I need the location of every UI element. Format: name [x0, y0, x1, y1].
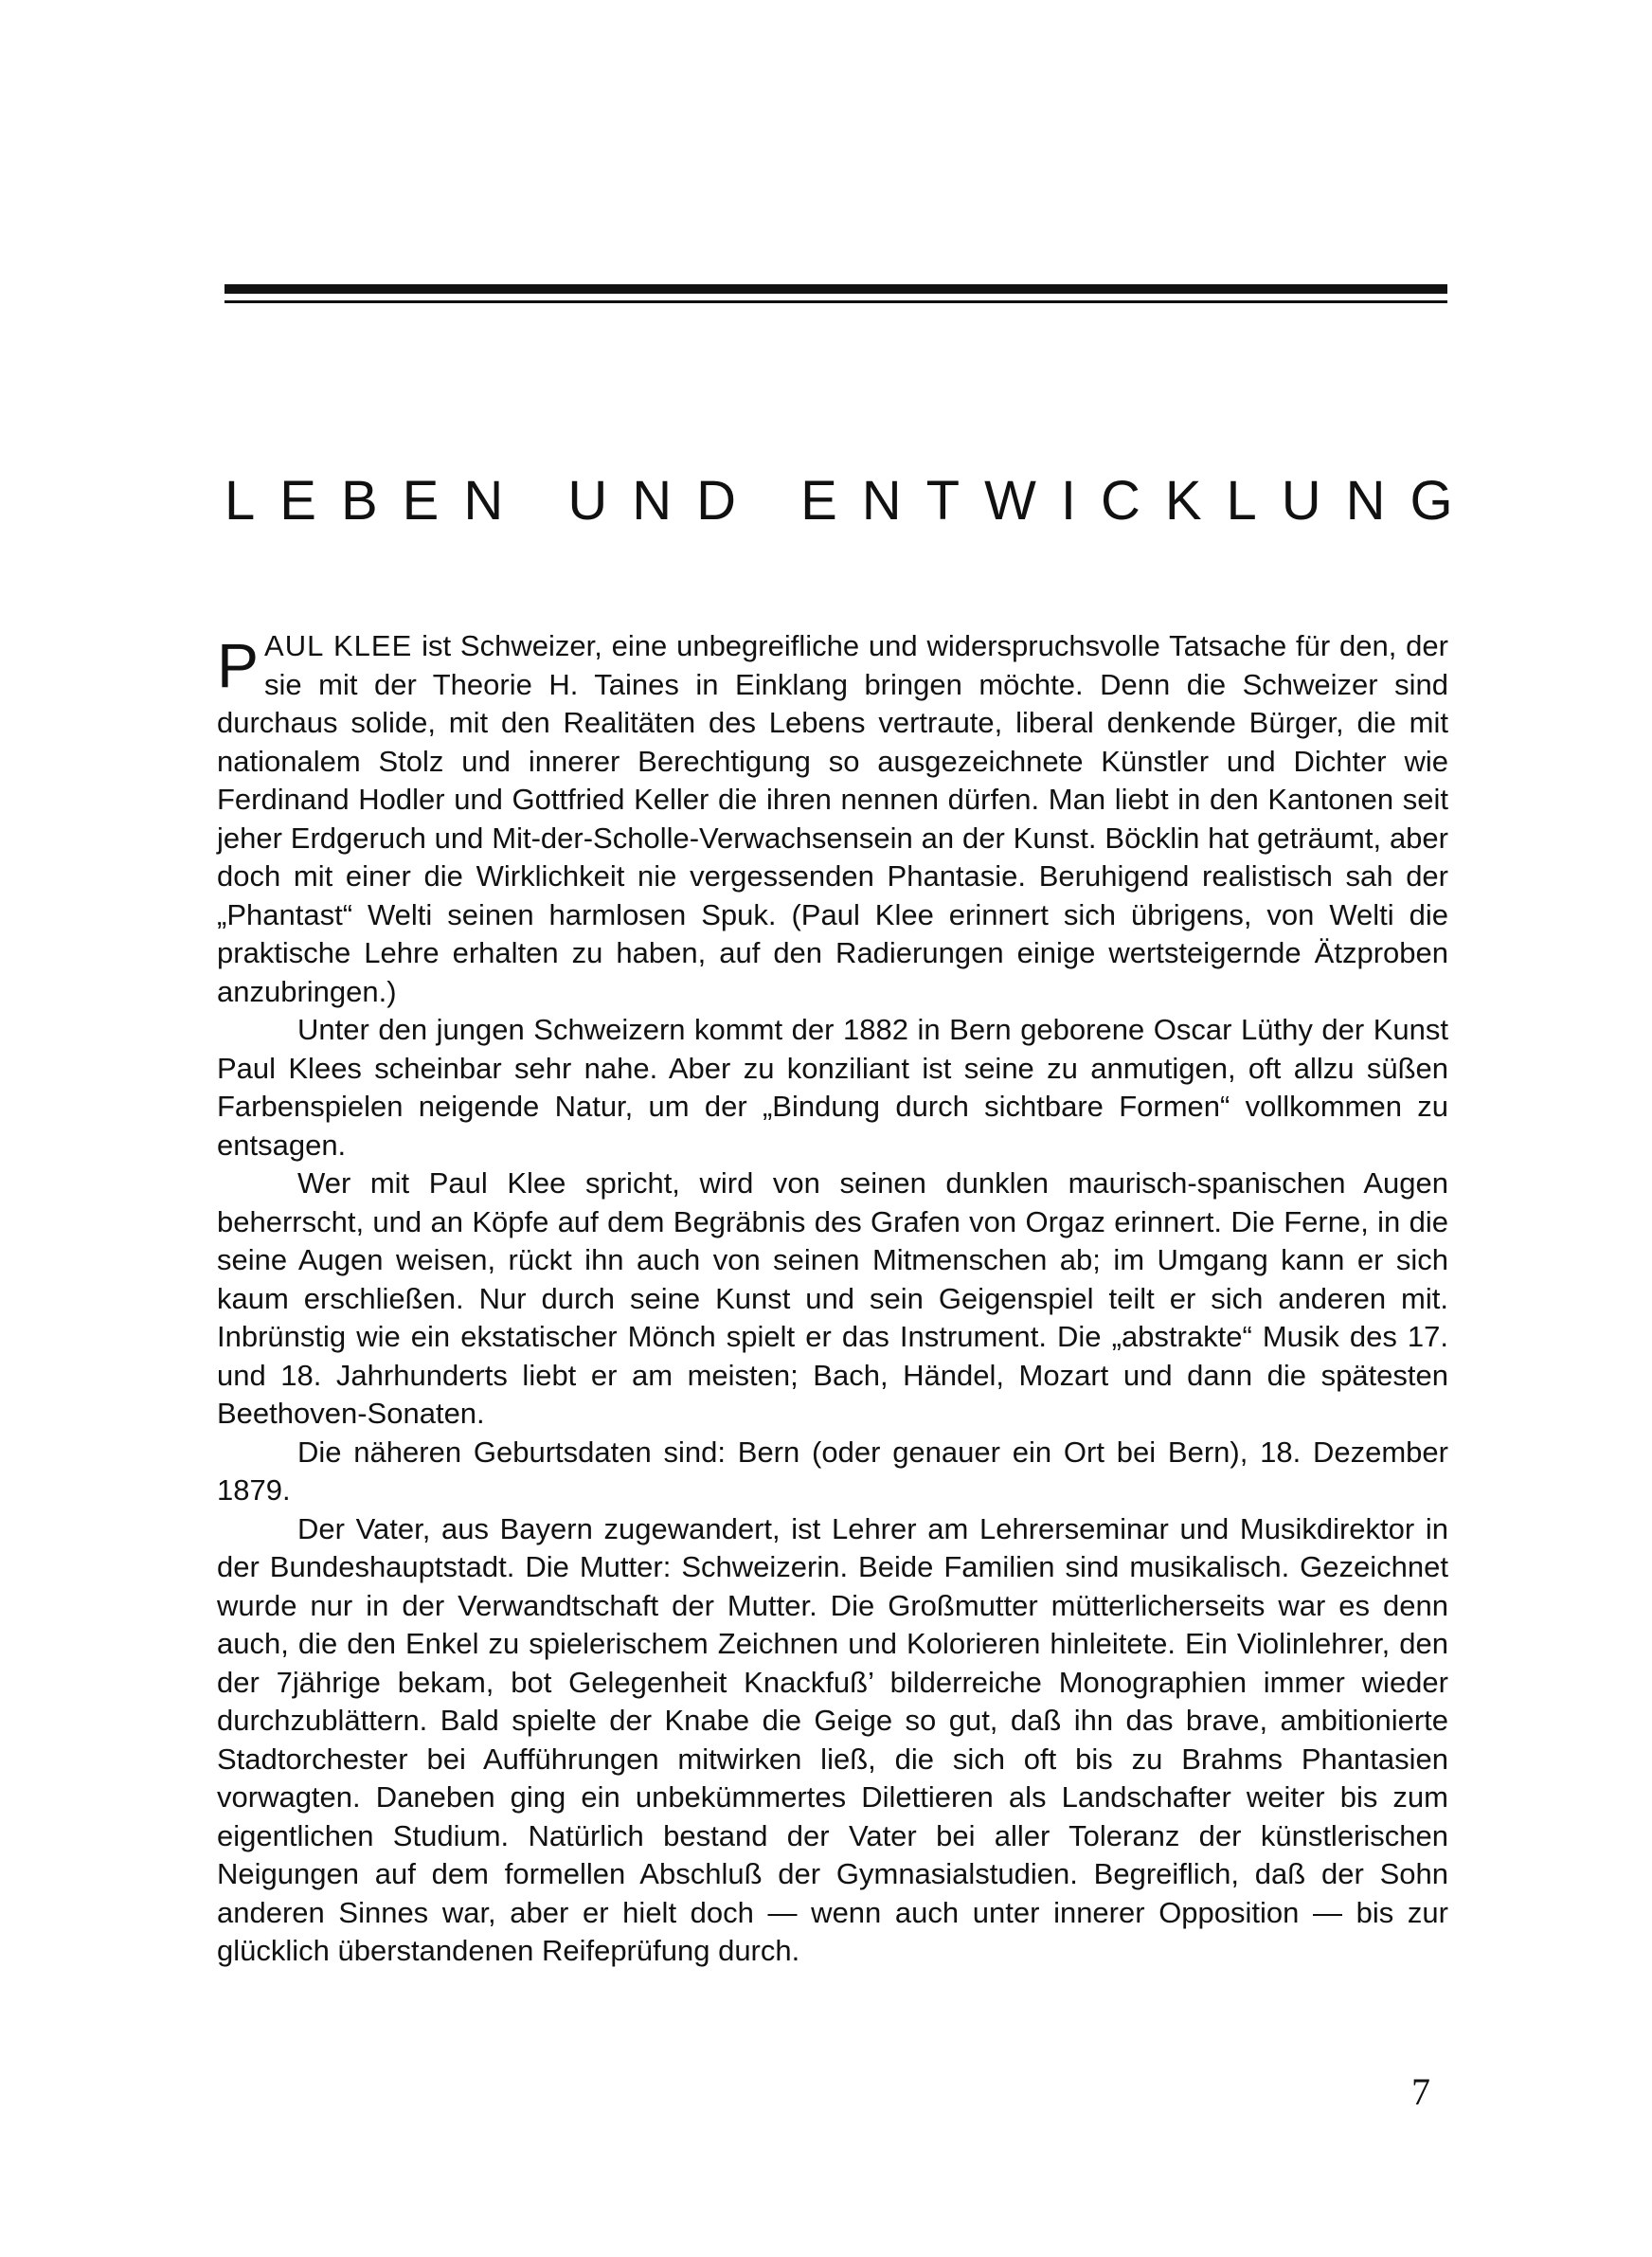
- paragraph-2: Unter den jungen Schweizern kommt der 1882 in Bern geborene Oscar Lüthy der Kunst Paul Klees scheinbar sehr nahe. Aber zu konziliant ist seine zu anmutigen, oft allzu süßen Farbenspielen neigende Natur, um der „Bindung durch sichtbare Formen“ vollkommen zu entsagen.: [217, 1013, 1448, 1162]
- chapter-title: LEBEN UND ENTWICKLUNG: [224, 470, 1478, 532]
- paragraph-5: Der Vater, aus Bayern zugewandert, ist Lehrer am Lehrerseminar und Musikdirektor in der Bundeshauptstadt. Die Mutter: Schweizerin. Beide Familien sind musikalisch. Gezeichnet wurde nur in der Verwandtschaft der Mutter. Die Großmutter mütterlicherseits war es denn auch, die den Enkel zu spielerischem Zeichnen und Kolorieren hinleitete. Ein Violinlehrer, den der 7jährige bekam, bot Gelegenheit Knackfuß’ bilderreiche Monographien immer wieder durchzublättern. Bald spielte der Knabe die Geige so gut, daß ihn das brave, ambitionierte Stadtorchester bei Aufführungen mitwirken ließ, die sich oft bis zu Brahms Phantasien vorwagten. Daneben ging ein unbekümmertes Dilettieren als Landschafter weiter bis zum eigentlichen Studium. Natürlich bestand der Vater bei aller Toleranz der künstlerischen Neigungen auf dem formellen Abschluß der Gymnasialstudien. Begreiflich, daß der Sohn anderen Sinnes war, aber er hielt doch — wenn auch unter innerer Opposition — bis zur glücklich überstandenen Reifeprüfung durch.: [217, 1511, 1448, 1967]
- header-rule-thin: [224, 300, 1447, 303]
- body-text: [217, 627, 1448, 1971]
- page-number: 7: [1411, 2070, 1430, 2113]
- paragraph-4: Die näheren Geburtsdaten sind: Bern (oder genauer ein Ort bei Bern), 18. Dezember 1879.: [217, 1435, 1448, 1507]
- header-rule-thick: [224, 284, 1447, 294]
- drop-cap: P: [217, 630, 260, 700]
- paragraph-1-text: ist Schweizer, eine unbegreifliche und widerspruchsvolle Tatsache für den, der sie mit der Theorie H. Taines in Einklang bringen möchte. Denn die Schweizer sind durchaus solide, mit den Realitäten des Lebens vertraute, liberal denkende Bürger, die mit nationalem Stolz und innerer Berechtigung so ausgezeichnete Künstler und Dichter wie Ferdinand Hodler und Gottfried Keller die ihren nennen dürfen. Man liebt in den Kantonen seit jeher Erdgeruch und Mit-der-Scholle-Verwachsensein an der Kunst. Böcklin hat geträumt, aber doch mit einer die Wirklichkeit nie vergessenden Phantasie. Beruhigend realistisch sah der „Phantast“ Welti seinen harmlosen Spuk. (Paul Klee erinnert sich übrigens, von Welti die praktische Lehre erhalten zu haben, auf den Radierungen einige wertsteigernde Ätzproben anzubringen.): [217, 629, 1448, 1008]
- paragraph-3: Wer mit Paul Klee spricht, wird von seinen dunklen maurisch-spanischen Augen beherrscht, und an Köpfe auf dem Begräbnis des Grafen von Orgaz erinnert. Die Ferne, in die seine Augen weisen, rückt ihn auch von seinen Mitmenschen ab; im Umgang kann er sich kaum erschließen. Nur durch seine Kunst und sein Geigenspiel teilt er sich anderen mit. Inbrünstig wie ein ekstatischer Mönch spielt er das Instrument. Die „abstrakte“ Musik des 17. und 18. Jahrhunderts liebt er am meisten; Bach, Händel, Mozart und dann die spätesten Beethoven-Sonaten.: [217, 1166, 1448, 1430]
- lead-in: AUL KLEE: [264, 629, 413, 662]
- paragraph-1: [217, 627, 1448, 1011]
